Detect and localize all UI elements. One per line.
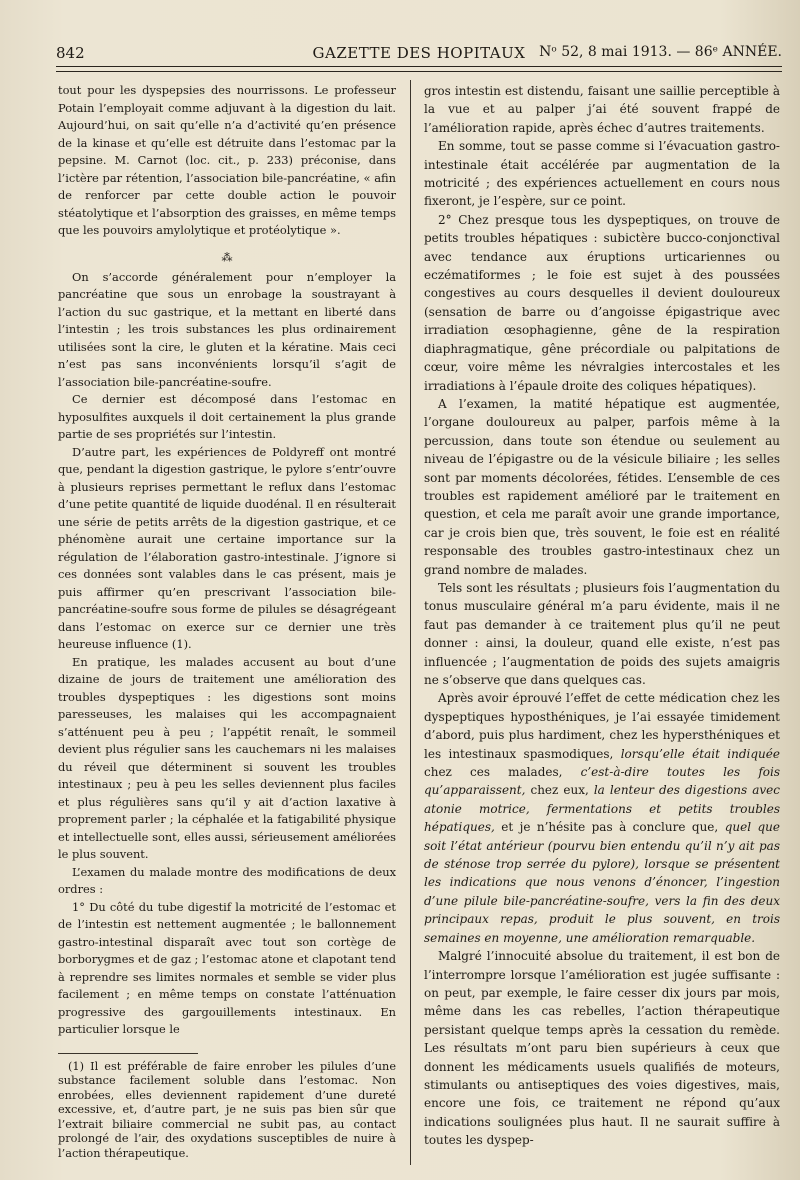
footnote xyxy=(58,1060,396,1162)
right-column xyxy=(424,82,780,1150)
paragraph: 2° Chez presque tous les dyspeptiques, on trouve de petits troubles hépatiques : subictère bucco-conjonctival avec tendance aux éruptions urticariennes ou eczématiformes ; le foie est sujet à des poussées congestives au cours desquelles il devient douloureux (sensation de barre ou d’angoisse épigastrique avec irradiation œsophagienne, gêne de la respiration diaphragmatique, gêne précordiale ou palpitations de cœur, voire même les névralgies intercostales et les irradiations à l’épaule droite des coliques hépatiques). xyxy=(424,212,780,393)
footnote-rule xyxy=(58,1053,198,1054)
italic-run: lorsqu’elle était indiquée xyxy=(620,746,780,761)
paragraph: 1° Du côté du tube digestif la motricité de l’estomac et de l’intestin est nettement augmentée ; le ballonnement gastro-intestinal disparaît avec tout son cortège de borborygmes et de gaz ; l’estomac atone et clapotant tend à reprendre ses limites normales et semble se vider plus facilement ; en même temps on constate l’atténuation progressive des gargouillements intestinaux. En particulier lorsque le xyxy=(58,899,396,1036)
paragraph: A l’examen, la matité hépatique est augmentée, l’organe douloureux au palper, parfois même à la percussion, dans toute son étendue ou seulement au niveau de l’épigastre ou de la vésicule biliaire ; les selles sont par moments décolorées, fétides. L’ensemble de ces troubles est rapidement amélioré par le traitement en question, et cela me paraît avoir une grande importance, car je crois bien que, très souvent, le foie est en réalité responsable des troubles gastro-intestinaux chez un grand nombre de malades. xyxy=(424,396,780,577)
journal-title: GAZETTE DES HOPITAUX xyxy=(312,44,526,62)
text-run: Après avoir éprouvé l’effet de cette médication chez les dyspeptiques hyposthéniques, je l’ai essayée timidement d’abord, puis plus hardiment, chez les hypersthéniques et les intestinaux spasmodiques, xyxy=(424,691,780,761)
header-rule-thick xyxy=(56,66,782,67)
text-run: chez eux, xyxy=(530,783,589,798)
italic-run: la lenteur des digestions avec atonie motrice, fermentations et petits troubles hépatiques, xyxy=(424,783,780,835)
footnote-text: (1) Il est préférable de faire enrober les pilules d’une substance facilement soluble dans l’estomac. Non enrobées, elles deviennent rapidement d’une dureté excessive, et, d’autre part, je ne suis pas bien sûr que l’extrait biliaire commercial ne subit pas, au contact prolongé de l’air, des oxydations susceptibles de nuire à l’action thérapeutique. xyxy=(58,1059,396,1161)
asterism-divider: ⁂ xyxy=(221,250,233,264)
paragraph: En pratique, les malades accusent au bout d’une dizaine de jours de traitement une amélioration des troubles dyspeptiques : les digestions sont moins paresseuses, les malaises qui les accompagnaient s’atténuent peu à peu ; l’appétit renaît, le sommeil devient plus régulier sans les cauchemars ni les malaises du réveil que déterminent si souvent les troubles intestinaux ; peu à peu les selles deviennent plus faciles et plus régulières sans qu’il y ait d’action laxative à proprement parler ; la céphalée et la fatigabilité physique et intellectuelle sont, elles aussi, sérieusement améliorées le plus souvent. xyxy=(58,654,396,861)
paragraph: Ce dernier est décomposé dans l’estomac en hyposulfites auxquels il doit certainement la plus grande partie de ses propriétés sur l’intestin. xyxy=(58,392,396,441)
paragraph: gros intestin est distendu, faisant une saillie perceptible à la vue et au palper j’ai été souvent frappé de l’amélioration rapide, après échec d’autres traitements. xyxy=(424,84,780,135)
column-divider xyxy=(410,80,411,1165)
text-run: et je n’hésite pas à conclure que, xyxy=(501,820,719,835)
italic-run: quel que soit l’état antérieur (pourvu bien entendu qu’il n’y ait pas de sténose trop serrée du pylore), lorsque se présentent les indications que nous venons d’énoncer, l’ingestion d’une pilule bile-pancréatine-soufre, vers la fin des deux principaux repas, produit le plus souvent, en trois semaines en moyenne, une amélioration remarquable. xyxy=(424,820,780,945)
left-column xyxy=(58,82,396,1162)
paragraph: Tels sont les résultats ; plusieurs fois l’augmentation du tonus musculaire général m’a paru évidente, mais il ne faut pas demander à ce traitement plus qu’il ne peut donner : ainsi, la douleur, quand elle existe, n’est pas influencée ; l’augmentation de poids des sujets amaigris ne s’observe que dans quelques cas. xyxy=(424,580,780,687)
paragraph: L’examen du malade montre des modifications de deux ordres : xyxy=(58,864,396,896)
page-number: 842 xyxy=(56,44,85,62)
paragraph: tout pour les dyspepsies des nourrissons. Le professeur Potain l’employait comme adjuvant à la digestion du lait. Aujourd’hui, on sait qu’elle n’a d’activité qu’en présence de la kinase et qu’elle est détruite dans l’estomac par la pepsine. M. Carnot (loc. cit., p. 233) préconise, dans l’ictère par rétention, l’association bile-pancréatine, « afin de renforcer par cette double action le pouvoir stéatolytique et l’absorption des graisses, en même temps que les pouvoirs amylolytique et protéolytique ». xyxy=(58,83,396,237)
paragraph: Malgré l’innocuité absolue du traitement, il est bon de l’interrompre lorsque l’amélioration est jugée suffisante : on peut, par exemple, le faire cesser dix jours par mois, même dans les cas rebelles, l’action thérapeutique persistant quelque temps après la cessation du remède. Les résultats m’ont paru bien supérieurs à ceux que donnent les médicaments usuels qualifiés de moteurs, stimulants ou antiseptiques des voies digestives, mais, encore une fois, ce traitement ne répond qu’aux indications soulignées plus haut. Il ne saurait suffire à toutes les dyspep- xyxy=(424,949,780,1148)
paragraph: On s’accorde généralement pour n’employer la pancréatine que sous un enrobage la soustrayant à l’action du suc gastrique, et la mettant en liberté dans l’intestin ; les trois substances les plus ordinairement utilisées sont la cire, le gluten et la kératine. Mais ceci n’est pas sans inconvénients lorsqu’il s’agit de l’association bile-pancréatine-soufre. xyxy=(58,269,396,389)
italic-run: c’est-à-dire toutes les fois qu’apparaissent, xyxy=(424,765,780,798)
paragraph: D’autre part, les expériences de Poldyreff ont montré que, pendant la digestion gastrique, le pylore s’entr’ouvre à plusieurs reprises permettant le reflux dans l’estomac d’une petite quantité de liquide duodénal. Il en résulterait une série de petits arrêts de la digestion gastrique, et ce phénomène aurait une certaine importance sur la régulation de l’élaboration gastro-intestinale. J’ignore si ces données sont valables dans le cas présent, mais je puis affirmer qu’en prescrivant l’association bile-pancréatine-soufre sous forme de pilules se désagrégeant dans l’estomac on exerce sur ce dernier une très heureuse influence (1). xyxy=(58,444,396,651)
issue-info: Nᵒ 52, 8 mai 1913. — 86ᵉ ANNÉE. xyxy=(539,44,782,60)
paragraph-with-italics xyxy=(424,689,780,947)
header-rule-thin xyxy=(56,71,782,72)
paragraph: En somme, tout se passe comme si l’évacuation gastro-intestinale était accélérée par augmentation de la motricité ; des expériences actuellement en cours nous fixeront, je l’espère, sur ce point. xyxy=(424,139,780,209)
text-run: chez ces malades, xyxy=(424,765,563,780)
